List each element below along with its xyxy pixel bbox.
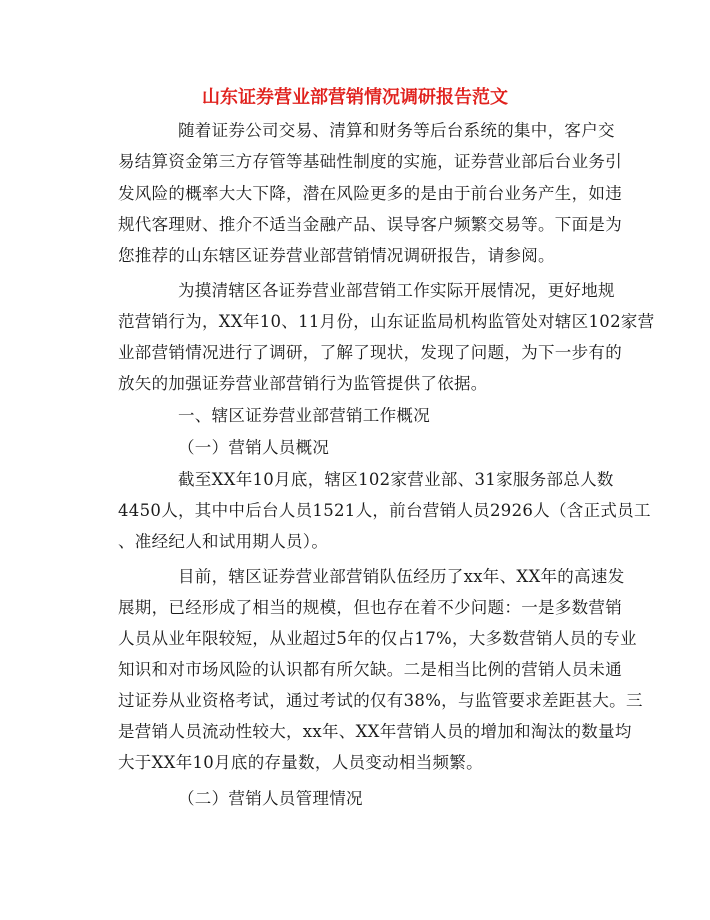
paragraph-line: 随着证券公司交易、清算和财务等后台系统的集中，客户交 [178, 121, 615, 140]
paragraph-line: 业部营销情况进行了调研，了解了现状，发现了问题，为下一步有的 [118, 343, 622, 362]
paragraph-line: 您推荐的山东辖区证券营业部营销情况调研报告，请参阅。 [118, 246, 555, 265]
paragraph-line: 过证券从业资格考试，通过考试的仅有38%，与监管要求差距甚大。三 [118, 691, 643, 710]
paragraph-line: 展期，已经形成了相当的规模，但也存在着不少问题：一是多数营销 [118, 598, 622, 617]
paragraph-line: 范营销行为，XX年10、11月份，山东证监局机构监管处对辖区102家营 [118, 312, 655, 331]
paragraph-line: 为摸清辖区各证券营业部营销工作实际开展情况，更好地规 [178, 281, 615, 300]
subsection-heading: （一）营销人员概况 [178, 438, 330, 457]
paragraph-line: 是营销人员流动性较大，xx年、XX年营销人员的增加和淘汰的数量均 [118, 722, 632, 741]
paragraph-line: 放矢的加强证券营业部营销行为监管提供了依据。 [118, 374, 488, 393]
paragraph-line: 目前，辖区证券营业部营销队伍经历了xx年、XX年的高速发 [178, 567, 625, 586]
paragraph-line: 4450人，其中中后台人员1521人，前台营销人员2926人（含正式员工 [118, 501, 651, 520]
paragraph-line: 易结算资金第三方存管等基础性制度的实施，证券营业部后台业务引 [118, 152, 622, 171]
paragraph-line: 发风险的概率大大下降，潜在风险更多的是由于前台业务产生，如违 [118, 184, 622, 203]
paragraph-line: 人员从业年限较短，从业超过5年的仅占17%，大多数营销人员的专业 [118, 629, 637, 648]
section-heading: 一、辖区证券营业部营销工作概况 [178, 406, 430, 425]
document-title: 山东证券营业部营销情况调研报告范文 [202, 87, 508, 108]
paragraph-line: 截至XX年10月底，辖区102家营业部、31家服务部总人数 [178, 470, 614, 489]
paragraph-line: 、准经纪人和试用期人员）。 [118, 532, 329, 551]
paragraph-line: 知识和对市场风险的认识都有所欠缺。二是相当比例的营销人员未通 [118, 660, 622, 679]
paragraph-line: 大于XX年10月底的存量数，人员变动相当频繁。 [118, 753, 483, 772]
paragraph-line: 规代客理财、推介不适当金融产品、误导客户频繁交易等。下面是为 [118, 215, 622, 234]
subsection-heading: （二）营销人员管理情况 [178, 789, 363, 808]
